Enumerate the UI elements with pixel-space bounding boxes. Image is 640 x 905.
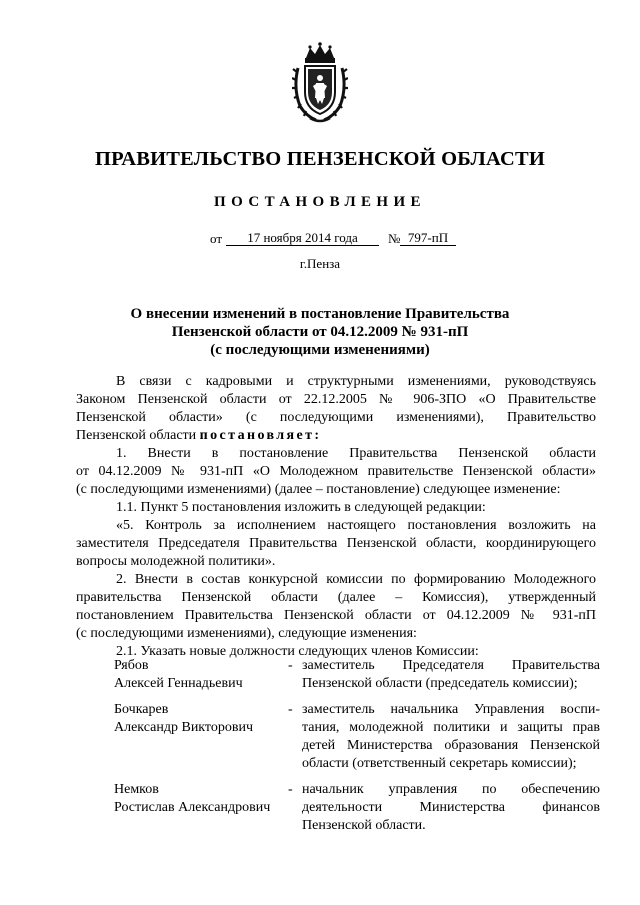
number-prefix: №	[388, 231, 401, 246]
document-type: ПОСТАНОВЛЕНИЕ	[214, 194, 426, 210]
member-given-names: Алексей Геннадьевич	[114, 676, 243, 691]
body-line: постановлением Правительства Пензенской области от 04.12.2009 № 931-пП	[76, 608, 596, 623]
subject-line: (с последующими изменениями)	[210, 342, 430, 358]
government-title: ПРАВИТЕЛЬСТВО ПЕНЗЕНСКОЙ ОБЛАСТИ	[95, 148, 545, 170]
document-body	[76, 373, 596, 661]
body-line: вопросы молодежной политики».	[76, 554, 276, 569]
member-role	[302, 781, 600, 835]
member-surname: Бочкарев	[114, 702, 169, 717]
document-subject	[80, 305, 560, 359]
body-line: (с последующими изменениями) (далее – постановление) следующее изменение:	[76, 482, 561, 497]
member-name	[114, 657, 284, 693]
body-line: Законом Пензенской области от 22.12.2005 № 906-ЗПО «О Правительстве	[76, 392, 596, 407]
subject-line: О внесении изменений в постановление Правительства	[130, 306, 510, 322]
member-name	[114, 781, 284, 817]
member-role	[302, 657, 600, 693]
body-line: Пензенской области» (с последующими изменениями), Правительство	[76, 410, 596, 425]
commission-members-list	[76, 657, 600, 843]
body-line: правительства Пензенской области (далее – Комиссия), утвержденный	[76, 590, 596, 605]
role-line: заместитель Председателя Правительства	[302, 658, 600, 673]
penza-region-coat-of-arms-icon	[292, 42, 348, 124]
role-line: Пензенской области (председатель комиссии);	[302, 676, 578, 691]
member-name	[114, 701, 284, 737]
role-line: начальник управления по обеспечению	[302, 782, 600, 797]
member-entry	[76, 701, 600, 773]
role-line: детей Министерства образования Пензенской	[302, 738, 600, 753]
member-role	[302, 701, 600, 773]
date-prefix: от	[210, 231, 223, 246]
member-dash: -	[288, 702, 293, 717]
body-line: 1.1. Пункт 5 постановления изложить в следующей редакции:	[116, 500, 486, 515]
body-line: 1. Внести в постановление Правительства Пензенской области	[116, 446, 596, 461]
role-line: заместитель начальника Управления воспи-	[302, 702, 600, 717]
document-date: 17 ноября 2014 года	[226, 231, 379, 246]
body-line: «5. Контроль за исполнением настоящего постановления возложить на	[116, 518, 596, 533]
subject-line: Пензенской области от 04.12.2009 № 931-пП	[171, 324, 469, 340]
role-line: деятельности Министерства финансов	[302, 800, 600, 815]
body-line: заместителя Председателя Правительства Пензенской области, координирующего	[76, 536, 596, 551]
body-line: от 04.12.2009 № 931-пП «О Молодежном правительстве Пензенской области»	[76, 464, 596, 479]
body-line: (с последующими изменениями), следующие изменения:	[76, 626, 417, 641]
member-given-names: Александр Викторович	[114, 720, 254, 735]
member-dash: -	[288, 782, 293, 797]
role-line: области (ответственный секретарь комиссии);	[302, 756, 577, 771]
member-surname: Рябов	[114, 658, 149, 673]
role-line: тания, молодежной политики и защиты прав	[302, 720, 600, 735]
member-entry	[76, 781, 600, 835]
body-line: В связи с кадровыми и структурными изменениями, руководствуясь	[116, 374, 596, 389]
member-surname: Немков	[114, 782, 159, 797]
city: г.Пенза	[299, 256, 341, 271]
body-line	[76, 427, 596, 445]
body-line: 2. Внести в состав конкурсной комиссии по формированию Молодежного	[116, 572, 596, 587]
resolution-keyword: постановляет:	[199, 428, 322, 443]
member-entry	[76, 657, 600, 693]
body-fragment: Пензенской области	[76, 428, 197, 443]
member-given-names: Ростислав Александрович	[114, 800, 271, 815]
member-dash: -	[288, 658, 293, 673]
body-line: 2.1. Указать новые должности следующих членов Комиссии:	[116, 644, 479, 659]
document-number: 797-пП	[400, 231, 456, 246]
role-line: Пензенской области.	[302, 818, 426, 833]
